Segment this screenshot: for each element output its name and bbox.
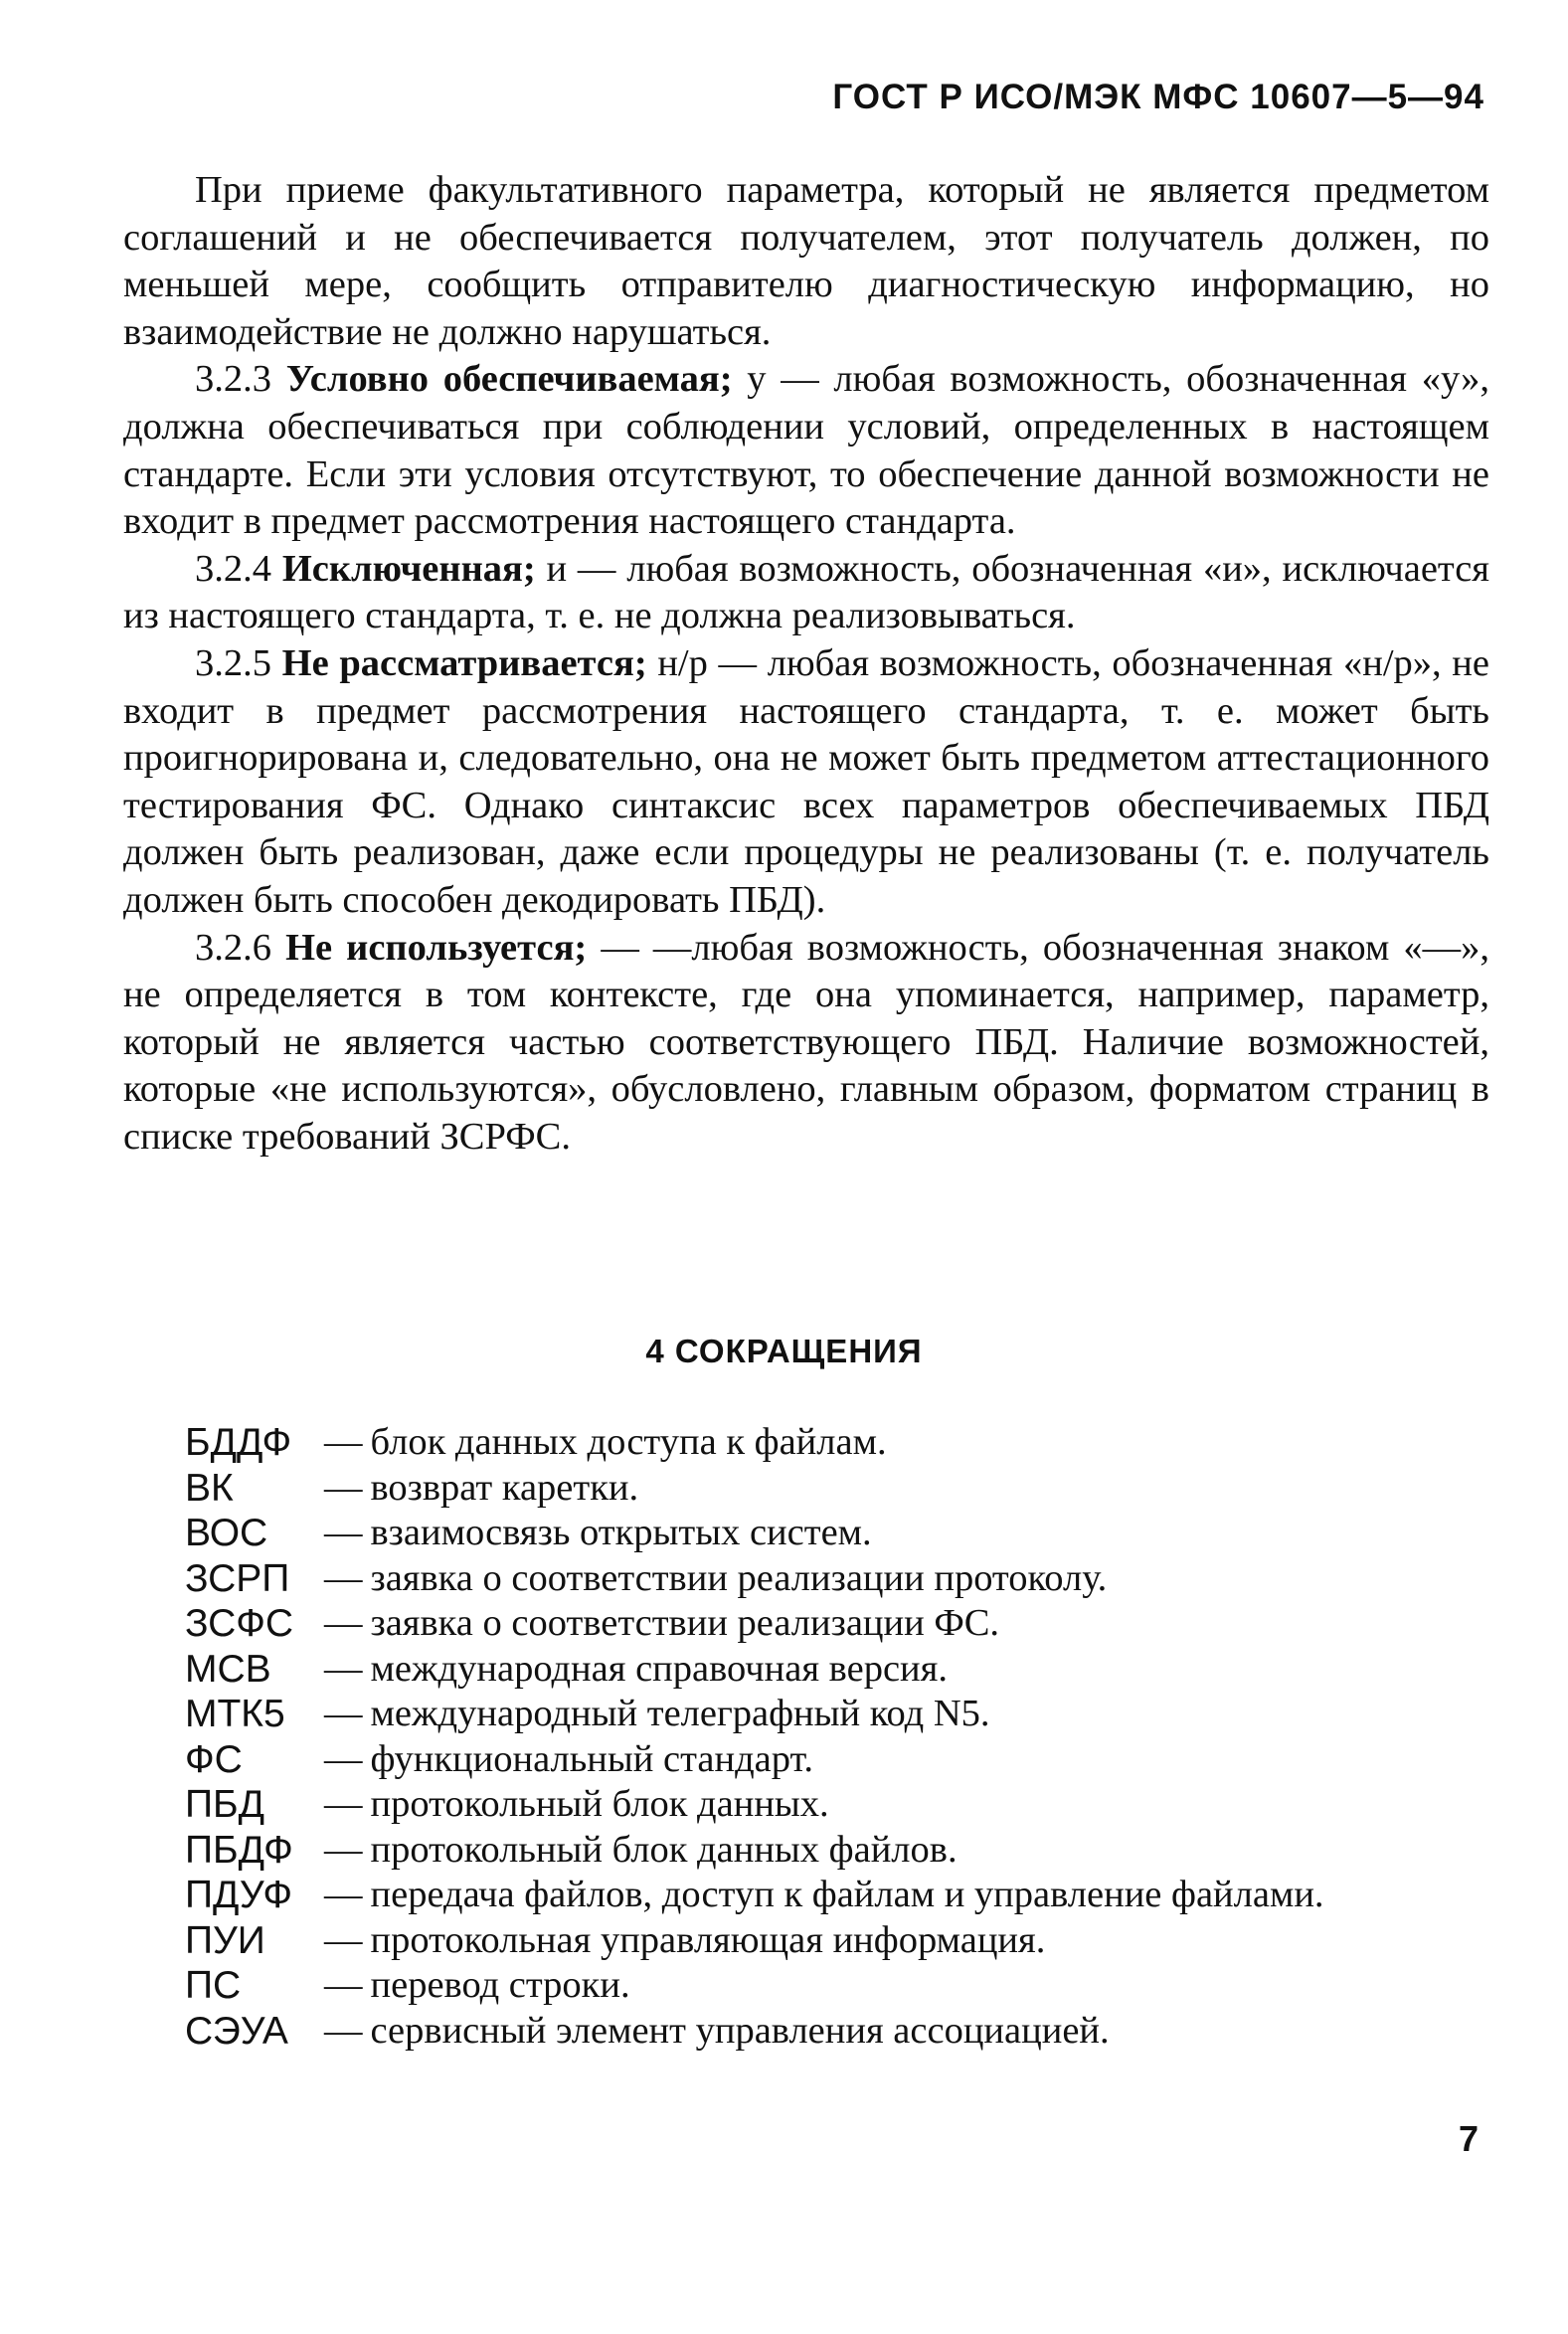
abbreviation-item xyxy=(185,1828,1497,1874)
clause-term: Не используется; xyxy=(285,926,588,969)
abbreviation-item xyxy=(185,1466,1497,1512)
clause-number: 3.2.5 xyxy=(195,641,271,684)
clause-text: и — любая возможность, обозначенная «и», исключается из настоящего стандарта, т. е. не должна реализовываться. xyxy=(123,547,1490,637)
abbreviation-definition: протокольный блок данных файлов. xyxy=(370,1828,958,1871)
abbreviation-term: ФС xyxy=(185,1737,243,1781)
abbreviation-definition: передача файлов, доступ к файлам и управление файлами. xyxy=(370,1874,1324,1915)
abbreviation-definition: заявка о соответствии реализации ФС. xyxy=(370,1602,1000,1644)
section-heading: 4 СОКРАЩЕНИЯ xyxy=(645,1333,923,1369)
abbreviation-term: ПС xyxy=(185,1964,242,2007)
abbreviation-definition: функциональный стандарт. xyxy=(370,1737,814,1780)
abbreviation-dash: — xyxy=(324,1737,363,1780)
abbreviation-item xyxy=(185,1963,1497,2009)
paragraph-3-2-4 xyxy=(123,546,1489,640)
abbreviation-definition: перевод строки. xyxy=(370,1964,630,2006)
clause-text: у — любая возможность, обозначенная «у», должна обеспечиваться при соблюдении условий, определенных в настоящем стандарте. Если эти условия отсутствуют, то обеспечение данной возможности не входит в предмет рассмотрения настоящего стандарта. xyxy=(123,358,1490,543)
abbreviation-dash: — xyxy=(324,2009,363,2052)
abbreviation-dash: — xyxy=(324,1828,363,1871)
abbreviation-dash: — xyxy=(324,1693,363,1734)
abbreviation-dash: — xyxy=(324,1466,363,1509)
abbreviation-item xyxy=(185,1420,1497,1466)
abbreviation-term: ЗСРП xyxy=(185,1556,290,1600)
abbreviation-term: ЗСФС xyxy=(185,1602,294,1645)
abbreviation-item xyxy=(185,1692,1497,1737)
abbreviation-definition: взаимосвязь открытых систем. xyxy=(370,1512,872,1553)
clause-term: Условно обеспечиваемая; xyxy=(285,358,733,401)
page-header: ГОСТ Р ИСО/МЭК МФС 10607—5—94 xyxy=(832,78,1484,116)
abbreviation-definition: возврат каретки. xyxy=(370,1466,639,1509)
abbreviation-definition: международная справочная версия. xyxy=(370,1647,948,1690)
paragraph-3-2-5 xyxy=(123,640,1489,925)
abbreviation-item xyxy=(185,1511,1497,1556)
abbreviation-term: ПБДФ xyxy=(185,1828,293,1872)
abbreviation-term: ПУИ xyxy=(185,1918,265,1962)
abbreviation-definition: блок данных доступа к файлам. xyxy=(370,1421,887,1463)
abbreviation-definition: сервисный элемент управления ассоциацией. xyxy=(370,2009,1110,2052)
document-body xyxy=(123,167,1489,1161)
abbreviation-definition: международный телеграфный код N5. xyxy=(370,1693,990,1734)
abbreviation-item xyxy=(185,1737,1497,1783)
abbreviation-item xyxy=(185,2009,1497,2055)
abbreviation-definition: протокольный блок данных. xyxy=(370,1783,829,1825)
abbreviation-term: БДДФ xyxy=(185,1421,292,1464)
abbreviation-dash: — xyxy=(324,1421,363,1463)
abbreviation-term: ПБД xyxy=(185,1783,265,1826)
abbreviation-item xyxy=(185,1873,1497,1918)
abbreviation-dash: — xyxy=(324,1964,363,2006)
paragraph-text: При приеме факультативного параметра, который не является предметом соглашений и не обеспечивается получателем, этот получатель должен, по меньшей мере, сообщить отправителю диагностическую информацию, но взаимодействие не должно нарушаться. xyxy=(123,169,1489,353)
clause-text: — —любая возможность, обозначенная знаком «—», не определяется в том контексте, где она упоминается, например, параметр, который не является частью соответствующего ПБД. Наличие возможностей, которые «не используются», обусловлено, главным образом, форматом страниц в списке требований ЗСРФС. xyxy=(123,926,1489,1158)
abbreviation-dash: — xyxy=(324,1783,363,1825)
abbreviation-dash: — xyxy=(324,1512,363,1553)
clause-term: Исключенная; xyxy=(281,547,536,590)
abbreviation-definition: заявка о соответствии реализации протоколу. xyxy=(370,1556,1108,1599)
abbreviation-dash: — xyxy=(324,1602,363,1644)
clause-number: 3.2.4 xyxy=(195,547,271,590)
abbreviation-dash: — xyxy=(324,1556,363,1599)
paragraph-optional-parameter xyxy=(123,167,1489,356)
abbreviation-item xyxy=(185,1556,1497,1602)
abbreviation-item xyxy=(185,1601,1497,1647)
clause-number: 3.2.6 xyxy=(195,926,271,969)
abbreviation-dash: — xyxy=(324,1647,363,1690)
paragraph-3-2-3 xyxy=(123,356,1489,545)
abbreviation-term: МСВ xyxy=(185,1647,271,1691)
page-number: 7 xyxy=(1458,2118,1479,2159)
abbreviation-term: ВОС xyxy=(185,1512,268,1554)
paragraph-3-2-6 xyxy=(123,925,1489,1162)
abbreviation-term: ПДУФ xyxy=(185,1874,293,1916)
abbreviation-term: ВК xyxy=(185,1466,234,1510)
abbreviation-dash: — xyxy=(324,1918,363,1961)
abbreviation-item xyxy=(185,1647,1497,1693)
abbreviation-term: МТК5 xyxy=(185,1693,285,1735)
clause-text: н/р — любая возможность, обозначенная «н/р», не входит в предмет рассмотрения настоящего стандарта, т. е. может быть проигнорирована и, следовательно, она не может быть предметом аттестационного тестирования ФС. Однако синтаксис всех параметров обеспечиваемых ПБД должен быть реализован, даже если процедуры не реализованы (т. е. получатель должен быть способен декодировать ПБД). xyxy=(123,641,1489,921)
clause-term: Не рассматривается; xyxy=(281,641,647,684)
clause-number: 3.2.3 xyxy=(195,358,271,401)
abbreviation-term: СЭУА xyxy=(185,2009,288,2053)
abbreviation-list xyxy=(185,1420,1497,2054)
abbreviation-dash: — xyxy=(324,1874,363,1915)
abbreviation-item xyxy=(185,1782,1497,1828)
abbreviation-definition: протокольная управляющая информация. xyxy=(370,1918,1046,1961)
abbreviation-item xyxy=(185,1918,1497,1964)
